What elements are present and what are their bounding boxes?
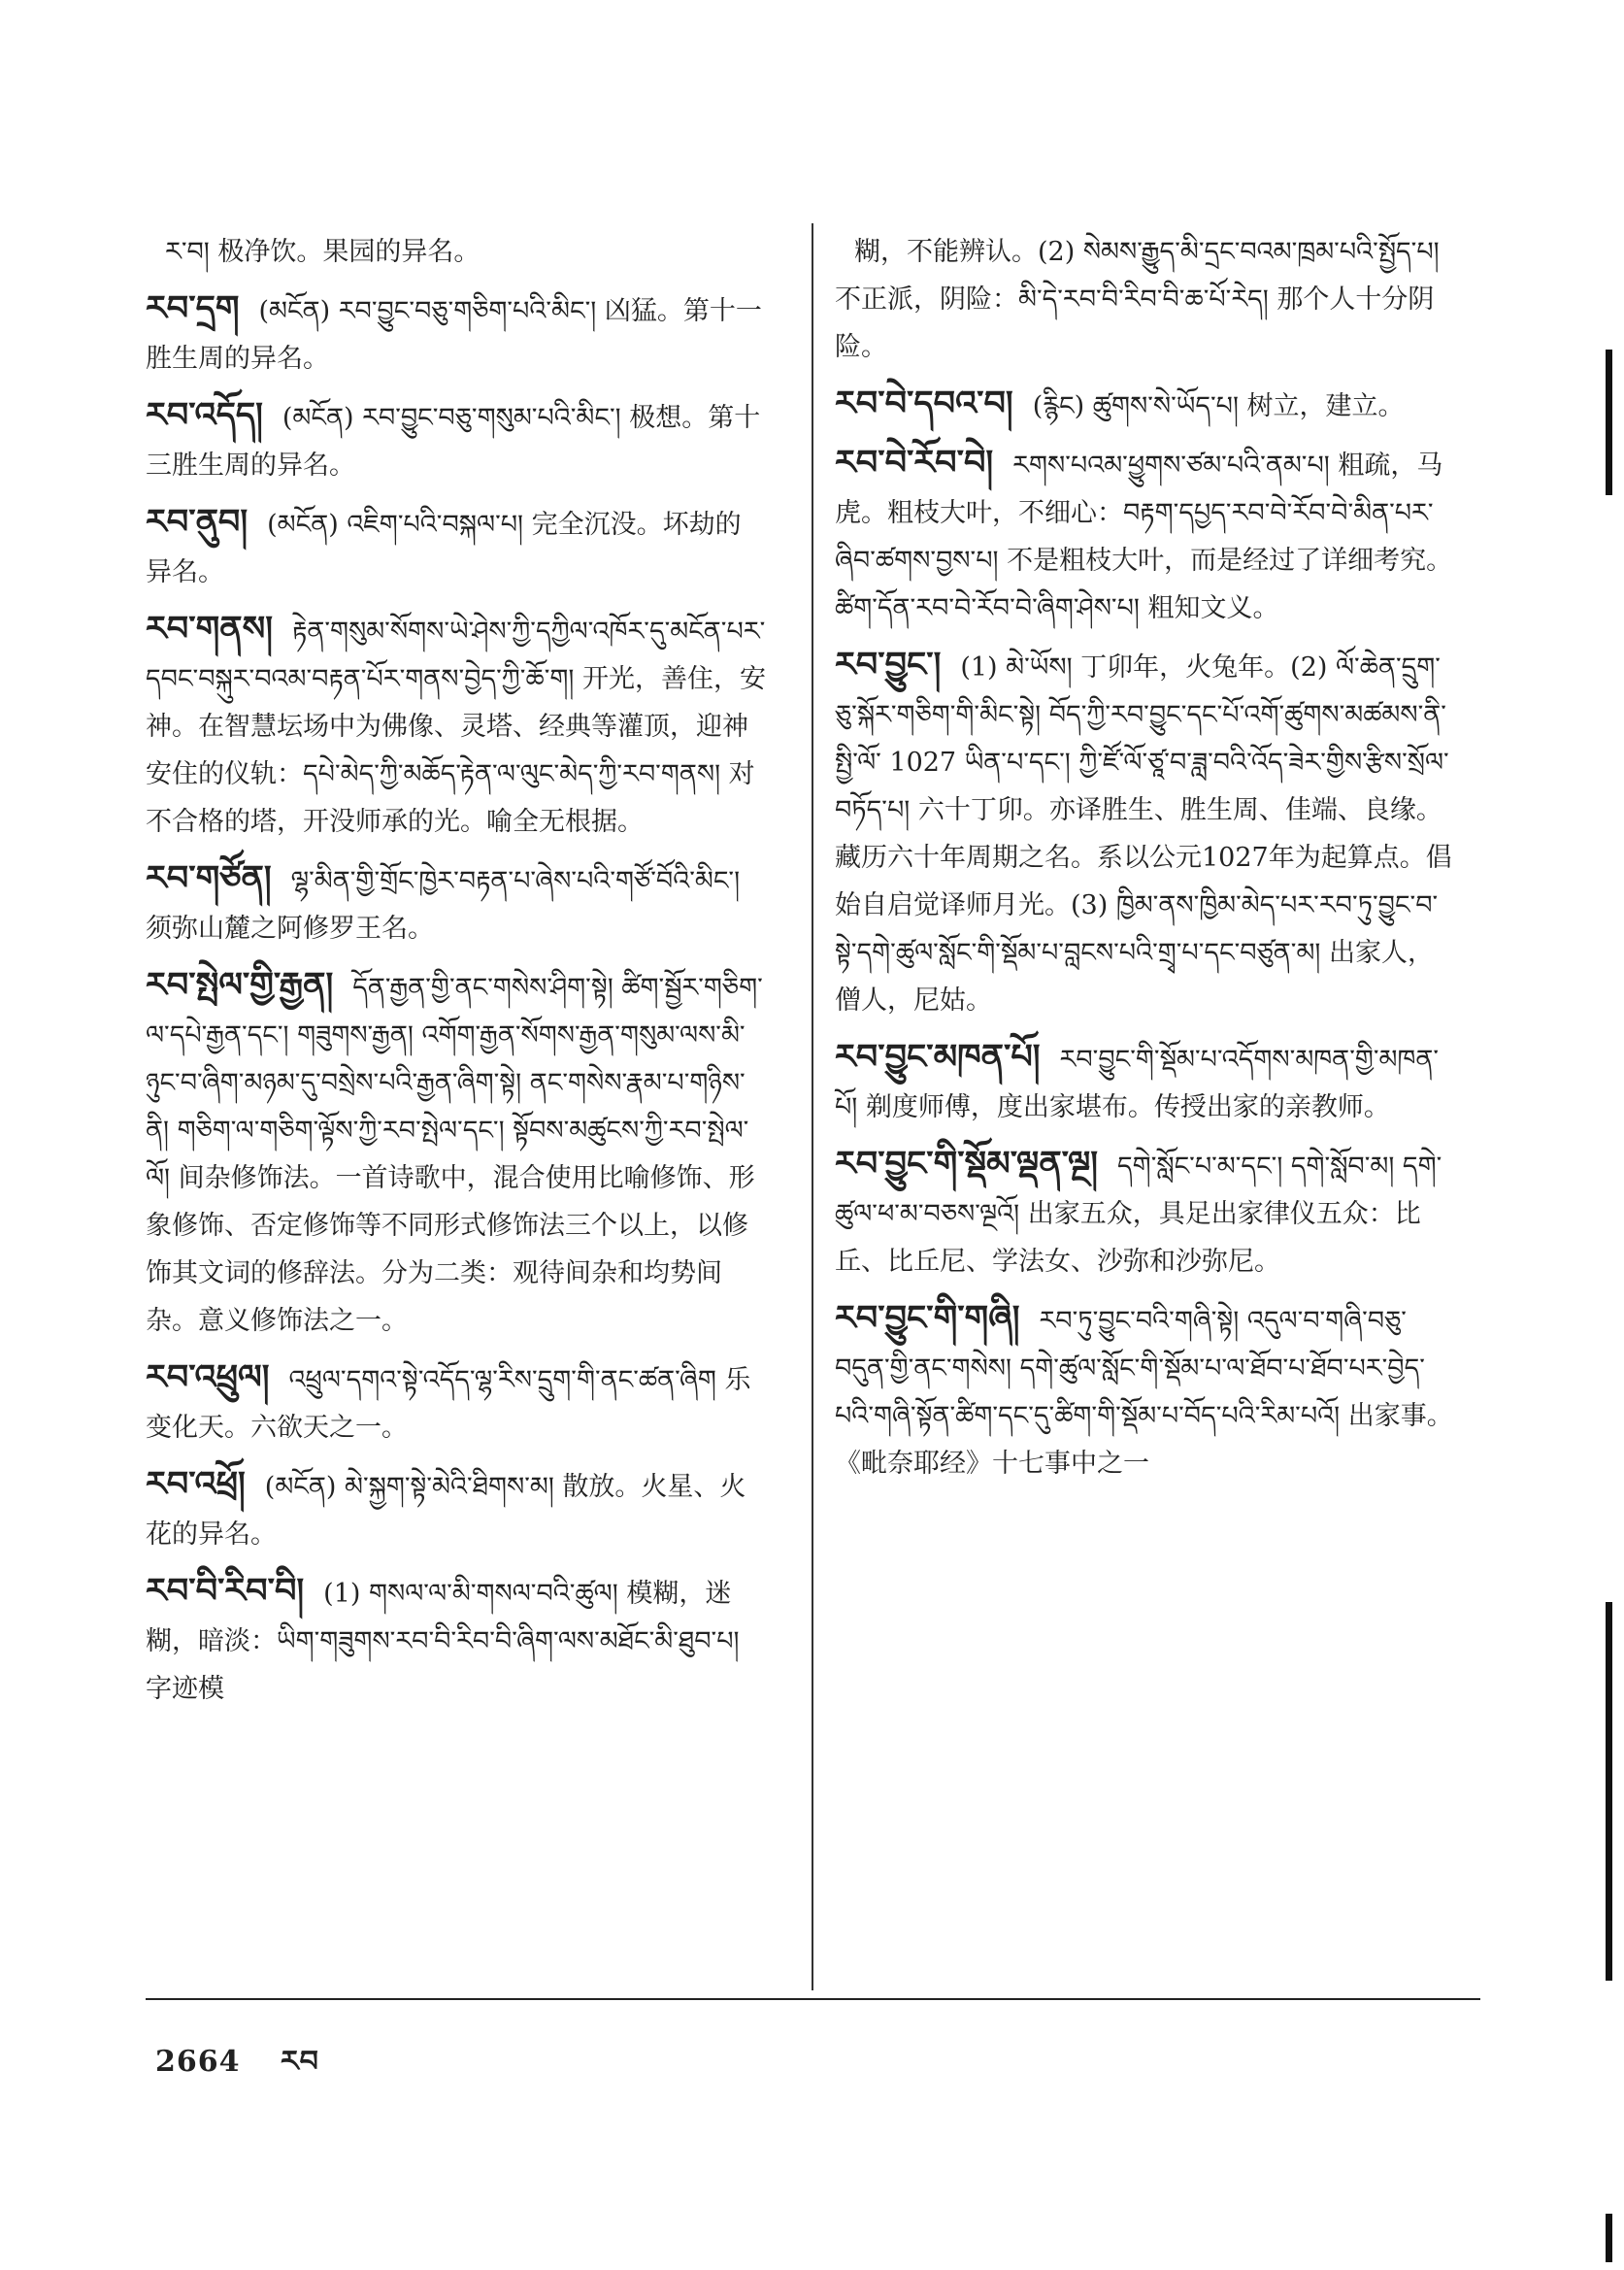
entry-definition: དགེ་སློང་པ་མ་དང་། དགེ་སློབ་མ། དགེ་ཚུལ་ཕ་མ་བཅས་ལྔའོ། 出家五众，具足出家律仪五众：比丘、比丘尼、学法女、沙弥和沙弥尼。 (835, 1152, 1442, 1277)
dictionary-entry (835, 1294, 1456, 1487)
column-divider (812, 223, 813, 1990)
entry-headword: རབ་དྲག (146, 288, 240, 328)
scan-edge-mark (1606, 2214, 1612, 2262)
entry-headword: རབ་བེ་དབའ་བ། (835, 384, 1013, 423)
dictionary-entry (146, 961, 767, 1345)
dictionary-entry (835, 225, 1456, 371)
entry-headword: རབ་འདོད། (146, 395, 263, 435)
entry-headword: རབ་བི་རིབ་བི། (146, 1571, 305, 1611)
page-number: 2664 (155, 2045, 241, 2079)
entry-definition: རགས་པའམ་ཕྱུགས་ཙམ་པའི་ནམ་པ། 粗疏，马虎。粗枝大叶，不细心：བརྟག་དཔྱད་རབ་བེ་རོབ་བེ་མིན་པར་ཞིབ་ཚགས་བྱས་པ། 不是粗枝大叶，而是经过了详细考究。ཚིག་དོན་རབ་བེ་རོབ་བེ་ཞིག་ཤེས་པ། 粗知文义。 (835, 451, 1453, 623)
entry-headword: རབ་ནུབ། (146, 502, 249, 542)
entry-definition: (1) མེ་ཡོས། 丁卯年，火兔年。(2) ལོ་ཆེན་དྲུག་ཅུ་སྐོར་གཅིག་གི་མིང་སྟེ། བོད་ཀྱི་རབ་བྱུང་དང་པོ་འགོ་ཚུགས་མཚམས་ནི་སྤྱི་ལོ་ 1027 ཡིན་པ་དང་། ཀྱི་ཛོ་ལོ་ཙཱ་བ་ཟླ་བའི་འོད་ཟེར་གྱིས་རྩིས་སྲོལ་བཏོད་པ། 六十丁卯。亦译胜生、胜生周、佳端、良缘。藏历六十年周期之名。系以公元1027年为起算点。倡始自启觉译师月光。(3) ཁྱིམ་ནས་ཁྱིམ་མེད་པར་རབ་ཏུ་བྱུང་བ་སྟེ་དགེ་ཚུལ་སློང་གི་སྡོམ་པ་བླངས་པའི་གྲྭ་པ་དང་བཙུན་མ། 出家人，僧人，尼姑。 (835, 652, 1452, 1016)
entry-definition: རབ་བྱུང་གི་སྡོམ་པ་འདོགས་མཁན་གྱི་མཁན་པོ། 剃度师傅，度出家堪布。传授出家的亲教师。 (835, 1045, 1440, 1122)
entry-definition: རབ་ཏུ་བྱུང་བའི་གཞི་སྟེ། འདུལ་བ་གཞི་བཅུ་བདུན་གྱི་ནང་གསེས། དགེ་ཚུལ་སློང་གི་སྡོམ་པ་ལ་ཐོབ་པ་ཐོབ་པར་བྱེད་པའི་གཞི་སྟོན་ཚིག་དང་དུ་ཚིག་གི་སྡོམ་པ་བོད་པའི་རིམ་པའོ། 出家事。《毗奈耶经》十七事中之一 (835, 1306, 1453, 1479)
dictionary-entry (835, 439, 1456, 632)
running-head: རབ (280, 2045, 319, 2079)
page-footer (155, 2029, 319, 2111)
dictionary-entry (835, 1140, 1456, 1285)
dictionary-entry (835, 1033, 1456, 1131)
dictionary-entry (146, 1460, 767, 1558)
dictionary-entry (146, 391, 767, 489)
entry-definition: ར་བ། 极净饮。果园的异名。 (165, 237, 481, 267)
entry-definition: དོན་རྒྱན་གྱི་ནང་གསེས་ཤིག་སྟེ། ཚིག་སྦྱོར་གཅིག་ལ་དཔེ་རྒྱན་དང་། གཟུགས་རྒྱན། འགོག་རྒྱན་སོགས་རྒྱན་གསུམ་ལས་མི་ཉུང་བ་ཞིག་མཉམ་དུ་བསྲེས་པའི་རྒྱན་ཞིག་སྟེ། ནང་གསེས་རྣམ་པ་གཉིས་ནི། གཅིག་ལ་གཅིག་ལྟོས་ཀྱི་རབ་སྤེལ་དང་། སྟོབས་མཚུངས་ཀྱི་རབ་སྤེལ་ལོ། 间杂修饰法。一首诗歌中，混合使用比喻修饰、形象修饰、否定修饰等不同形式修饰法三个以上，以修饰其文词的修辞法。分为二类：观待间杂和均势间杂。意义修饰法之一。 (146, 973, 763, 1336)
dictionary-entry (146, 284, 767, 383)
entry-definition: རྟེན་གསུམ་སོགས་ཡེ་ཤེས་ཀྱི་དཀྱིལ་འཁོར་དུ་མངོན་པར་དབང་བསྐུར་བའམ་བརྟན་པོར་གནས་བྱེད་ཀྱི་ཆོ་ག། 开光，善住，安神。在智慧坛场中为佛像、灵塔、经典等灌顶，迎神安住的仪轨：དཔེ་མེད་ཀྱི་མཆོད་རྟེན་ལ་ལུང་མེད་ཀྱི་རབ་གནས། 对不合格的塔，开没师承的光。喻全无根据。 (146, 617, 766, 837)
entry-headword: རབ་བེ་རོབ་བེ། (835, 443, 994, 483)
entry-headword: རབ་གནས། (146, 609, 273, 649)
entry-headword: རབ་བྱུང་མཁན་པོ། (835, 1037, 1041, 1077)
entry-definition: (མངོན) རབ་བྱུང་བཅུ་གསུམ་པའི་མིང་། 极想。第十三胜生周的异名。 (146, 403, 761, 481)
entry-headword: རབ་བྱུང་། (835, 645, 942, 684)
dictionary-entry (146, 854, 767, 952)
entry-headword: རབ་བྱུང་གི་སྡོམ་ལྡན་ལྔ། (835, 1144, 1099, 1184)
entry-definition: ལྷ་མིན་གྱི་གྲོང་ཁྱེར་བརྟན་པ་ཞེས་པའི་གཙོ་བོའི་མིང་། 须弥山麓之阿修罗王名。 (146, 866, 741, 944)
dictionary-entry (146, 225, 767, 276)
scan-edge-mark (1606, 350, 1612, 495)
dictionary-entry (146, 605, 767, 846)
entry-definition: (མངོན) མེ་སྐྱག་སྟེ་མེའི་ཐིགས་མ། 散放。火星、火花的异名。 (146, 1472, 746, 1550)
scan-edge-mark (1606, 1602, 1612, 1981)
entry-headword: རབ་སྤེལ་གྱི་རྒྱན། (146, 965, 334, 1005)
dictionary-entry (835, 380, 1456, 430)
right-column (835, 225, 1456, 1496)
entry-definition: (མངོན) འཇིག་པའི་བསྐལ་པ། 完全沉没。坏劫的异名。 (146, 510, 742, 587)
footer-rule (146, 1998, 1480, 2000)
dictionary-entry (146, 498, 767, 596)
entry-definition: (མངོན) རབ་བྱུང་བཅུ་གཅིག་པའི་མིང་། 凶猛。第十一胜生周的异名。 (146, 296, 762, 374)
entry-headword: རབ་འཕྲོ། (146, 1464, 246, 1504)
dictionary-entry (146, 1567, 767, 1713)
entry-definition: (རྙིང) ཚུགས་སེ་ཡོད་པ། 树立，建立。 (1032, 391, 1405, 421)
left-column (146, 225, 767, 1721)
entry-headword: རབ་འཕྲུལ། (146, 1357, 270, 1397)
entry-definition: (1) གསལ་ལ་མི་གསལ་བའི་ཚུལ། 模糊，迷糊，暗淡：ཡིག་གཟུགས་རབ་བི་རིབ་བི་ཞིག་ལས་མཐོང་མི་ཐུབ་པ། 字迹模 (146, 1579, 740, 1704)
entry-definition: འཕྲུལ་དགའ་སྟེ་འདོད་ལྷ་རིས་དྲུག་གི་ནང་ཚན་ཞིག 乐变化天。六欲天之一。 (146, 1365, 751, 1443)
entry-headword: རབ་བྱུང་གི་གཞི། (835, 1298, 1020, 1338)
entry-definition: 糊，不能辨认。(2) སེམས་རྒྱུད་མི་དྲང་བའམ་ཁྲམ་པའི་སྤྱོད་པ། 不正派，阴险：མི་དེ་རབ་བི་རིབ་བི་ཆ་པོ་རེད། 那个人十分阴险。 (835, 237, 1440, 362)
dictionary-entry (146, 1353, 767, 1452)
entry-headword: རབ་གཙོན། (146, 858, 272, 898)
dictionary-entry (835, 641, 1456, 1024)
